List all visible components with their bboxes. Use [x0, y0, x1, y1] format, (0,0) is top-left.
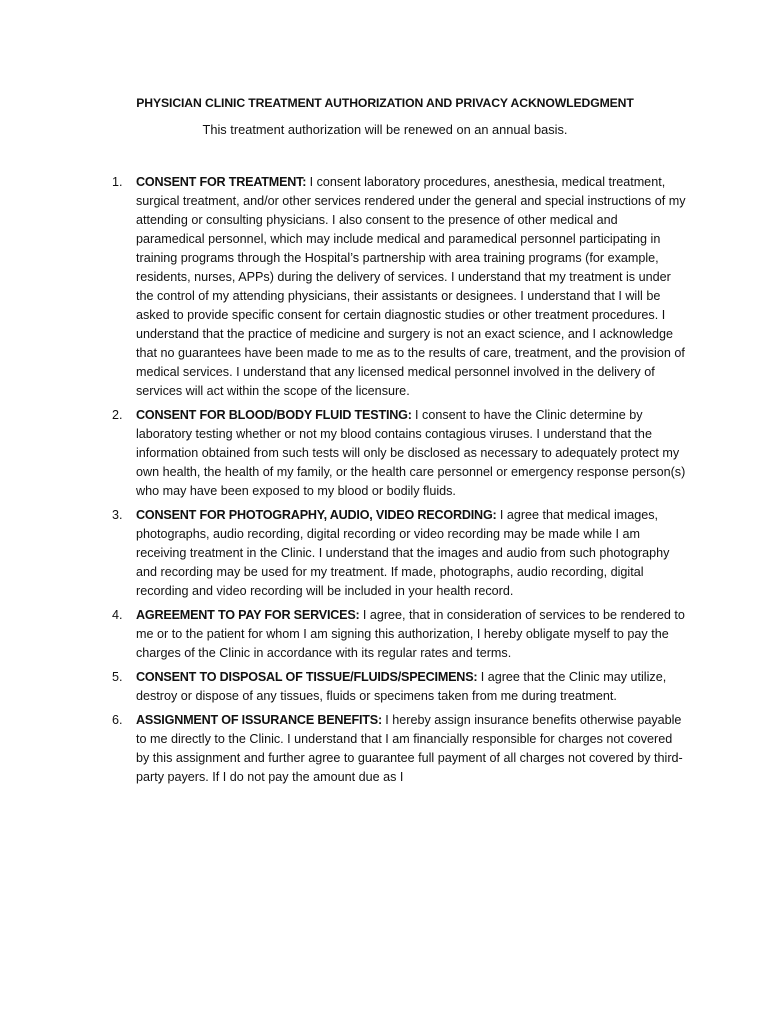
- item-text: I hereby assign insurance benefits otherwise payable to me directly to the Clinic. I understand that I am financially responsible for charges not covered by this assignment and further agree to guarantee full payment of all charges not covered by third-party payers. If I do not pay the amount due as I: [136, 713, 683, 784]
- item-number: 5.: [112, 670, 123, 684]
- item-text: I agree that the Clinic may utilize, destroy or dispose of any tissues, fluids or specimens taken from me during treatment.: [136, 670, 667, 703]
- item-text: I consent to have the Clinic determine by laboratory testing whether or not my blood contains contagious viruses. I understand that the information obtained from such tests will only be disclosed as necessary to adequately protect my own health, the health of my family, or the health care personnel or emergency response person(s) who may have been exposed to my blood or bodily fluids.: [136, 408, 686, 498]
- item-heading: CONSENT FOR TREATMENT:: [136, 175, 310, 189]
- item-heading: CONSENT TO DISPOSAL OF TISSUE/FLUIDS/SPECIMENS:: [136, 670, 481, 684]
- item-number: 2.: [112, 408, 123, 422]
- consent-item-treatment: [112, 173, 686, 401]
- item-number: 1.: [112, 175, 123, 189]
- item-text: I agree that medical images, photographs, audio recording, digital recording or video recording may be made while I am receiving treatment in the Clinic. I understand that the images and audio from such photography and recording may be used for my treatment. If made, photographs, audio recording, digital recording and video recording will be included in your health record.: [136, 508, 670, 598]
- item-heading: AGREEMENT TO PAY FOR SERVICES:: [136, 608, 363, 622]
- item-text: I consent laboratory procedures, anesthesia, medical treatment, surgical treatment, and/or other services rendered under the general and special instructions of my attending or consulting physicians. I also consent to the presence of other medical and paramedical personnel, which may include medical and paramedical personnel participating in training programs through the Hospital’s partnership with area training programs (for example, residents, nurses, APPs) during the delivery of services. I understand that my treatment is under the control of my attending physicians, their assistants or designees. I understand that I will be asked to provide specific consent for certain diagnostic studies or other treatment procedures. I understand that the practice of medicine and surgery is not an exact science, and I acknowledge that no guarantees have been made to me as to the results of care, treatment, and the provision of medical services. I understand that any licensed medical personnel involved in the delivery of services will act within the scope of the licensure.: [136, 175, 686, 398]
- document-title: PHYSICIAN CLINIC TREATMENT AUTHORIZATION AND PRIVACY ACKNOWLEDGMENT: [136, 96, 634, 110]
- item-heading: ASSIGNMENT OF ISSURANCE BENEFITS:: [136, 713, 386, 727]
- item-number: 3.: [112, 508, 123, 522]
- consent-item-insurance: [112, 711, 686, 787]
- consent-item-disposal: [112, 668, 686, 706]
- consent-item-recording: [112, 506, 686, 601]
- item-text: I agree, that in consideration of services to be rendered to me or to the patient for whom I am signing this authorization, I hereby obligate myself to pay the charges of the Clinic in accordance with its regular rates and terms.: [136, 608, 685, 660]
- item-heading: CONSENT FOR BLOOD/BODY FLUID TESTING:: [136, 408, 416, 422]
- document-subtitle: This treatment authorization will be renewed on an annual basis.: [202, 122, 568, 137]
- consent-item-blood-testing: [112, 406, 686, 501]
- item-heading: CONSENT FOR PHOTOGRAPHY, AUDIO, VIDEO RECORDING:: [136, 508, 500, 522]
- consent-item-payment: [112, 606, 686, 663]
- item-number: 6.: [112, 713, 123, 727]
- item-number: 4.: [112, 608, 123, 622]
- consent-items-list: [112, 173, 686, 792]
